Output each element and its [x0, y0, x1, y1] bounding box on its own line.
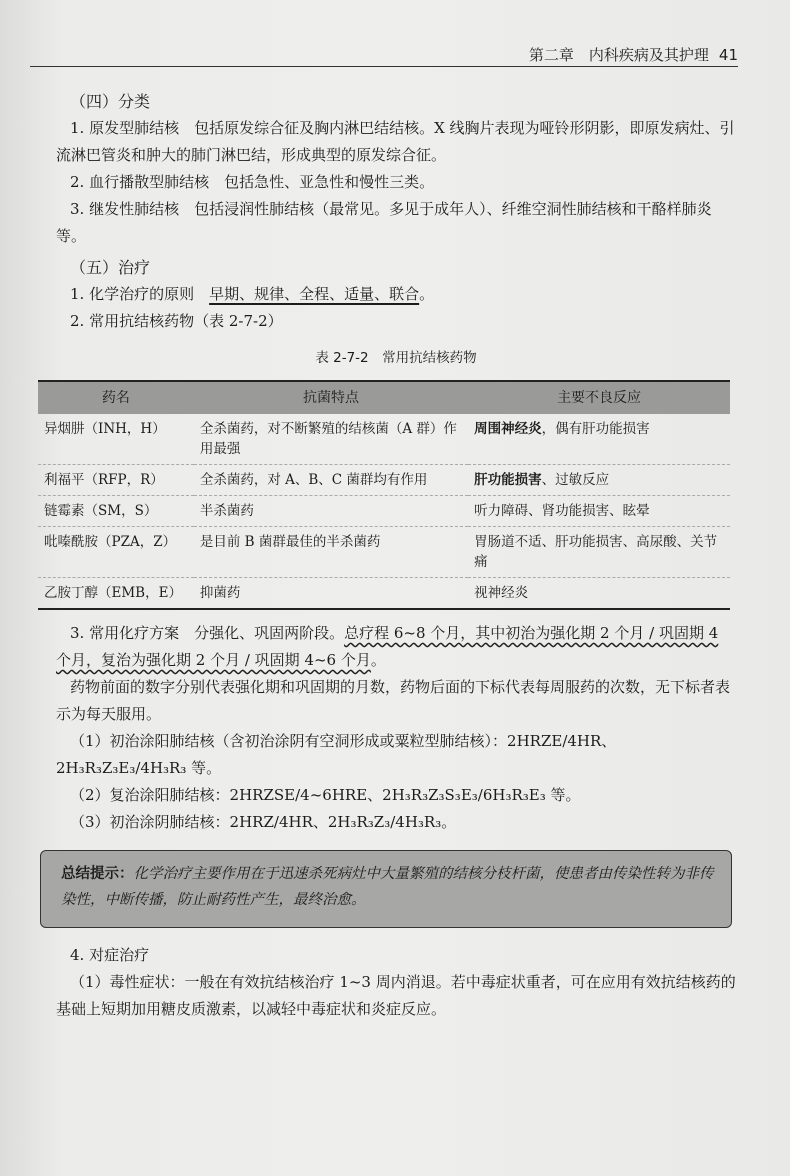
drug-name: 利福平（RFP，R）: [38, 465, 194, 496]
drug-feature: 半杀菌药: [194, 496, 468, 527]
table-row: [38, 496, 730, 527]
summary-label: 总结提示：: [61, 866, 134, 882]
classification-item-2: 2. 血行播散型肺结核 包括急性、亚急性和慢性三类。: [70, 173, 435, 191]
drug-feature: 全杀菌药，对不断繁殖的结核菌（A 群）作用最强: [194, 414, 468, 465]
drug-name: 吡嗪酰胺（PZA，Z）: [38, 527, 194, 578]
regimen-explanation: 药物前面的数字分别代表强化期和巩固期的月数，药物后面的下标代表每周服药的次数，无下标者表示为每天服用。: [56, 678, 731, 723]
regimen-duration: 总疗程 6~8 个月，其中初治为强化期 2 个月 / 巩固期 4 个月，复治为强化期 2 个月 / 巩固期 4~6 个月: [56, 624, 719, 669]
symptom-treatment-title: 4. 对症治疗: [70, 946, 150, 964]
drug-feature: 抑菌药: [199, 585, 241, 601]
table-header-row: [38, 381, 730, 414]
table-row: [38, 578, 730, 610]
drug-name: 异烟肼（INH，H）: [38, 414, 194, 465]
drug-adverse: [468, 465, 730, 496]
drug-feature: 全杀菌药，对 A、B、C 菌群均有作用: [194, 465, 468, 496]
section-classification-title: （四）分类: [70, 92, 151, 111]
regimen-1-formula: 2H₃R₃Z₃E₃/4H₃R₃ 等。: [56, 759, 222, 777]
principle-suffix: 。: [419, 285, 435, 303]
chapter-title: 第二章 内科疾病及其护理: [528, 46, 709, 64]
section-treatment-title: （五）治疗: [70, 258, 151, 277]
classification-item-1: 1. 原发型肺结核 包括原发综合征及胸内淋巴结结核。X 线胸片表现为哑铃形阴影，即原发病灶、引流淋巴管炎和肿大的肺门淋巴结，形成典型的原发综合征。: [56, 119, 735, 164]
page-content: [44, 88, 736, 1023]
col-header-feature: 抗菌特点: [194, 381, 468, 414]
drug-adverse: [468, 496, 730, 527]
col-header-name: 药名: [38, 381, 194, 414]
drug-table: [38, 380, 730, 610]
drug-name: 乙胺丁醇（EMB，E）: [44, 585, 182, 601]
drug-adverse: [468, 578, 730, 610]
drug-adverse: [468, 414, 730, 465]
classification-item-3: 3. 继发性肺结核 包括浸润性肺结核（最常见。多见于成年人）、纤维空洞性肺结核和干酪样肺炎等。: [56, 200, 712, 245]
table-row: [38, 414, 730, 465]
adverse-rest: 、过敏反应: [541, 472, 610, 488]
common-drugs-line: 2. 常用抗结核药物（表 2-7-2）: [70, 312, 283, 330]
regimen-suffix: 。: [370, 651, 386, 669]
table-row: [38, 465, 730, 496]
regimen-1: [56, 728, 736, 782]
summary-text: 化学治疗主要作用在于迅速杀死病灶中大量繁殖的结核分枝杆菌，使患者由传染性转为非传染性，中断传播，防止耐药性产生，最终治愈。: [61, 866, 714, 908]
drug-feature: 是目前 B 菌群最佳的半杀菌药: [194, 527, 468, 578]
col-header-adverse: 主要不良反应: [468, 381, 730, 414]
regimen-1-text: （1）初治涂阳肺结核（含初治涂阴有空洞形成或粟粒型肺结核）：2HRZE/4HR、: [70, 732, 617, 750]
adverse-rest: 胃肠道不适、肝功能损害、高尿酸、关节痛: [474, 534, 718, 570]
regimen-prefix: 3. 常用化疗方案 分强化、巩固两阶段。: [70, 624, 345, 642]
table-row: [38, 527, 730, 578]
adverse-rest: ，偶有肝功能损害: [541, 421, 650, 437]
principle-keywords: 早期、规律、全程、适量、联合: [209, 285, 420, 303]
drug-adverse: [468, 527, 730, 578]
principle-label: 1. 化学治疗的原则: [70, 285, 195, 303]
page-number: 41: [718, 46, 738, 64]
adverse-key: 周围神经炎: [474, 421, 542, 437]
running-header: [30, 44, 738, 67]
adverse-rest: 听力障碍、肾功能损害、眩晕: [474, 503, 650, 519]
adverse-key: 肝功能损害: [474, 472, 542, 488]
drug-name: 链霉素（SM，S）: [38, 496, 194, 527]
table-caption: 表 2-7-2 常用抗结核药物: [315, 350, 477, 366]
adverse-rest: 视神经炎: [474, 585, 529, 601]
summary-box: [40, 850, 732, 928]
toxic-symptom-text: （1）毒性症状：一般在有效抗结核治疗 1~3 周内消退。若中毒症状重者，可在应用有效抗结核药的基础上短期加用糖皮质激素，以减轻中毒症状和炎症反应。: [56, 973, 736, 1018]
treatment-principle: [56, 281, 736, 308]
regimen-3: （3）初治涂阴肺结核：2HRZ/4HR、2H₃R₃Z₃/4H₃R₃。: [70, 813, 457, 831]
regimen-2: （2）复治涂阳肺结核：2HRZSE/4~6HRE、2H₃R₃Z₃S₃E₃/6H₃R₃E₃ 等。: [70, 786, 581, 804]
regimen-paragraph: [56, 620, 736, 674]
